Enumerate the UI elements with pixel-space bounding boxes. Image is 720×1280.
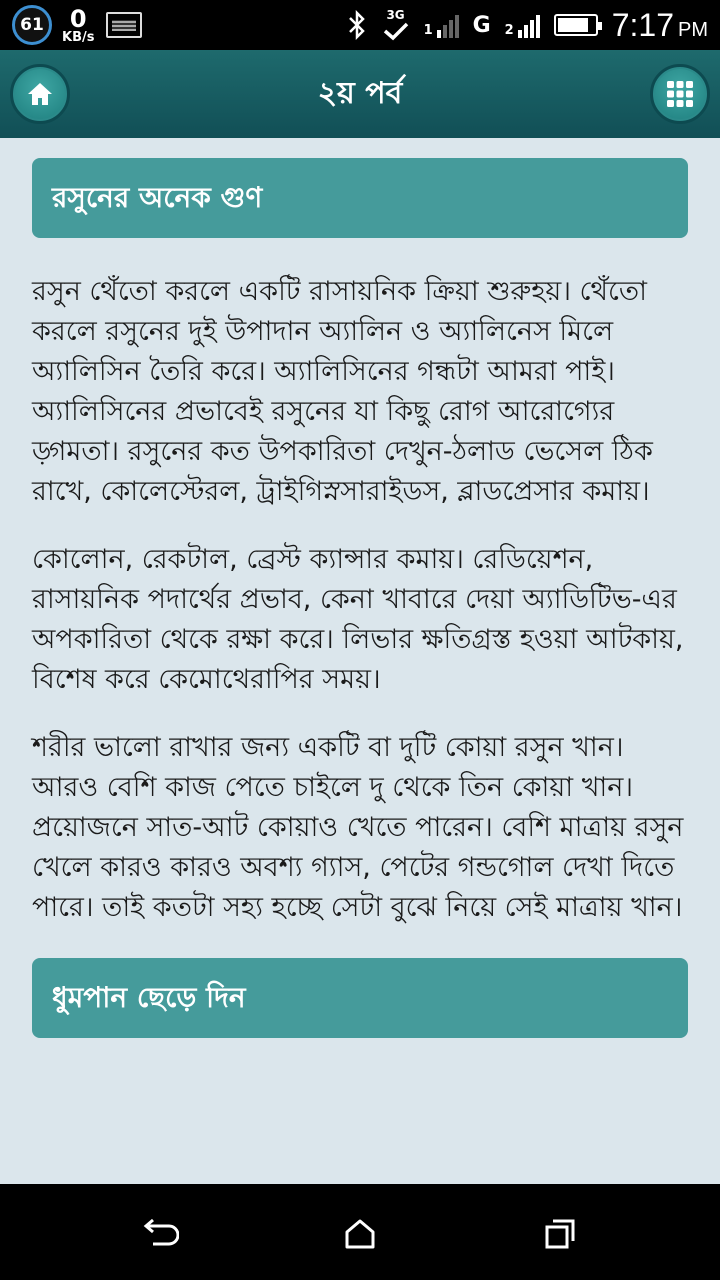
network-3g-icon (382, 9, 410, 41)
page-title: ২য় পর্ব (317, 76, 403, 111)
sim1-signal-icon (424, 12, 459, 38)
back-icon (141, 1217, 179, 1251)
recent-apps-button[interactable] (540, 1214, 580, 1254)
article-paragraph: রসুন থেঁতো করলে একটি রাসায়নিক ক্রিয়া শুরুহয়। থেঁতো করলে রসুনের দুই উপাদান অ্যালিন ও অ্যালিনেস মিলে অ্যালিসিন তৈরি করে। অ্যালিসিনের গন্ধটা আমরা পাই। অ্যালিসিনের প্রভাবেই রসুনের যা কিছু রোগ আরোগ্যের ড়্গমতা। রসুনের কত উপকারিতা দেখুন-ঠলাড ভেসেল ঠিক রাখে, কোলেস্টেরল, ট্রাইগিস্নসারাইডস, ব্লাডপ্রেসার কমায়। (32, 276, 653, 507)
gallery-notification-icon (106, 12, 142, 38)
net-speed-value: 0 (69, 4, 87, 33)
article-paragraph: কোলোন, রেকটাল, ব্রেস্ট ক্যান্সার কমায়। রেডিয়েশন, রাসায়নিক পদার্থের প্রভাব, কেনা খাবারে দেয়া অ্যাডিটিভ-এর অপকারিতা থেকে রক্ষা করে। লিভার ক্ষতিগ্রস্ত হওয়া আটকায়, বিশেষ করে কেমোথেরাপির সময়। (32, 544, 684, 695)
home-nav-button[interactable] (340, 1214, 380, 1254)
section-header-quit-smoking: ধুমপান ছেড়ে দিন (32, 958, 688, 1038)
grid-menu-icon (666, 80, 694, 108)
clock-time: 7:17 (611, 6, 674, 43)
system-navigation-bar (0, 1184, 720, 1280)
section-header-garlic-benefits: রসুনের অনেক গুণ (32, 158, 688, 238)
article-paragraph: শরীর ভালো রাখার জন্য একটি বা দুটি কোয়া রসুন খান। আরও বেশি কাজ পেতে চাইলে দু থেকে তিন কোয়া খান। প্রয়োজনে সাত-আট কোয়াও খেতে পারেন। বেশি মাত্রায় রসুন খেলে কারও কারও অবশ্য গ্যাস, পেটের গন্ডগোল দেখা দিতে পারে। তাই কতটা সহ্য হচ্ছে সেটা বুঝে নিয়ে সেই মাত্রায় খান। (32, 732, 684, 923)
bluetooth-icon (346, 10, 368, 40)
sim2-signal-icon (505, 12, 540, 38)
sim2-label: 2 (504, 23, 514, 38)
battery-level-indicator: 61 (12, 5, 52, 45)
menu-button[interactable] (650, 64, 710, 124)
app-bar (0, 50, 720, 138)
clock-ampm: PM (678, 18, 708, 41)
home-outline-icon (343, 1218, 377, 1250)
article-content[interactable] (0, 138, 720, 1184)
recent-apps-icon (543, 1217, 577, 1251)
sim1-label: 1 (423, 23, 433, 38)
check-icon (382, 21, 410, 41)
data-type-g-label: G (472, 12, 491, 38)
back-button[interactable] (140, 1214, 180, 1254)
net-speed-indicator (62, 4, 95, 45)
network-type-label: 3G (386, 8, 405, 22)
battery-icon (554, 14, 598, 36)
clock (612, 7, 708, 44)
net-speed-unit: KB/s (62, 29, 95, 45)
status-bar (0, 0, 720, 50)
